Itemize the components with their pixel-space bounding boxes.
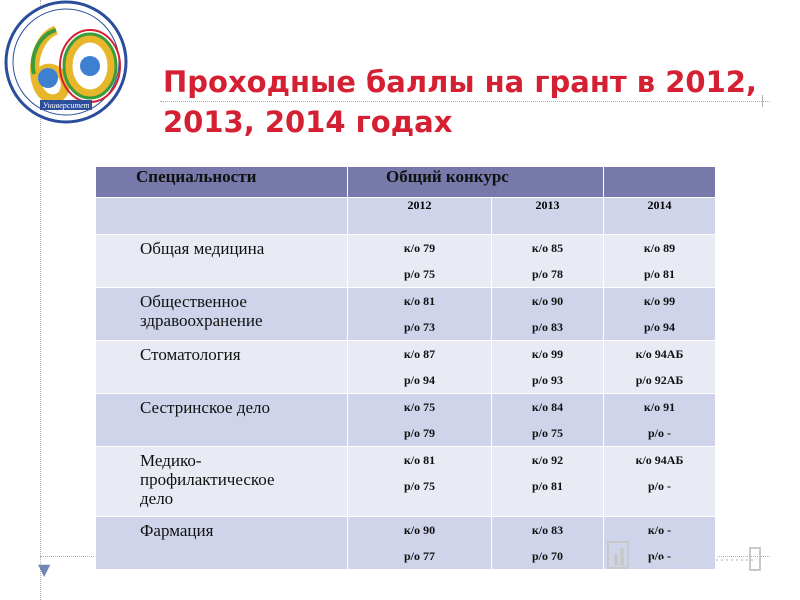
table-row [96, 341, 716, 394]
table-row [96, 447, 716, 517]
score-cell: к/о 91 р/о - [604, 394, 716, 447]
score-cell: к/о 90 р/о 77 [348, 517, 492, 570]
table-header-row [96, 167, 716, 198]
specialty-name: Общественное здравоохранение [96, 288, 348, 341]
empty-header-cell [604, 167, 716, 198]
table-row [96, 235, 716, 288]
specialty-name: Общая медицина [96, 235, 348, 288]
presentation-watermark-icon [606, 536, 766, 574]
years-row [96, 198, 716, 235]
specialty-name: Стоматология [96, 341, 348, 394]
empty-year-cell [96, 198, 348, 235]
svg-text:Университет: Университет [42, 101, 90, 110]
specialties-header: Специальности [96, 167, 348, 198]
slide-nav-arrow-icon: ▼ [38, 560, 51, 579]
score-cell: к/о 87 р/о 94 [348, 341, 492, 394]
year-2012: 2012 [348, 198, 492, 235]
general-competition-header: Общий конкурс [348, 167, 604, 198]
score-cell: к/о 94АБ р/о 92АБ [604, 341, 716, 394]
page-title: Проходные баллы на грант в 2012, 2013, 2014 годах [163, 65, 757, 139]
score-cell: к/о 79 р/о 75 [348, 235, 492, 288]
score-cell: к/о 90 р/о 83 [492, 288, 604, 341]
score-cell: к/о 75 р/о 79 [348, 394, 492, 447]
score-cell: к/о 99 р/о 93 [492, 341, 604, 394]
score-cell: к/о 81 р/о 73 [348, 288, 492, 341]
year-2013: 2013 [492, 198, 604, 235]
anniversary-logo [0, 0, 138, 124]
table-row [96, 288, 716, 341]
score-cell: к/о 85 р/о 78 [492, 235, 604, 288]
year-2014: 2014 [604, 198, 716, 235]
score-cell: к/о - р/о - [604, 517, 716, 570]
score-cell: к/о 81 р/о 75 [348, 447, 492, 517]
specialty-name: Медико-профилактическое дело [96, 447, 348, 517]
score-cell: к/о 92 р/о 81 [492, 447, 604, 517]
score-cell: к/о 89 р/о 81 [604, 235, 716, 288]
score-cell: к/о 83 р/о 70 [492, 517, 604, 570]
passing-scores-table [95, 166, 716, 570]
score-cell: к/о 94АБ р/о - [604, 447, 716, 517]
score-cell: к/о 84 р/о 75 [492, 394, 604, 447]
specialty-name: Сестринское дело [96, 394, 348, 447]
specialty-name: Фармация [96, 517, 348, 570]
score-cell: к/о 99 р/о 94 [604, 288, 716, 341]
table-row [96, 394, 716, 447]
title-underline-cap [762, 95, 771, 107]
